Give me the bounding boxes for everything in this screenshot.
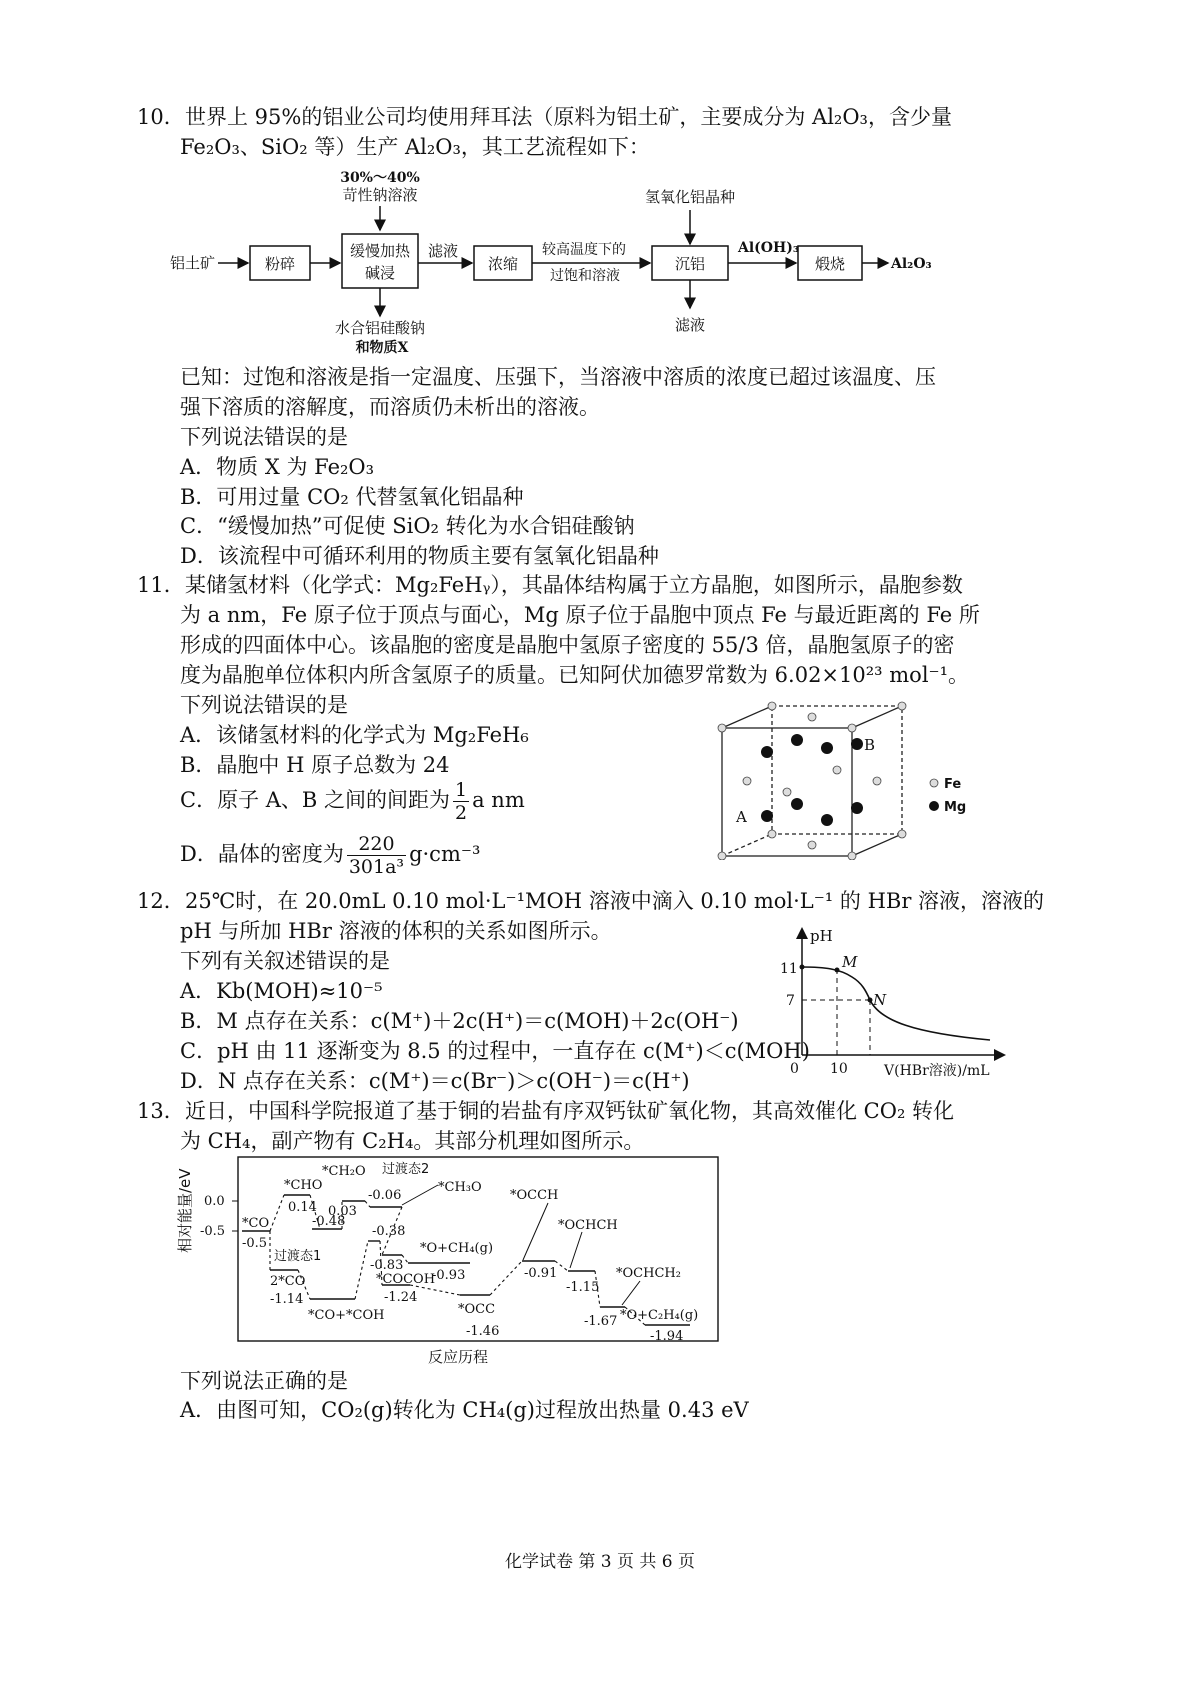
q10-option-a: A．物质 X 为 Fe₂O₃ [180, 455, 375, 479]
reaction-coordinate-label: 反应历程 [428, 1348, 489, 1365]
lbl-038: -0.38 [372, 1224, 406, 1239]
q13-stem-line1: 13．近日，中国科学院报道了基于铜的岩盐有序双钙钛矿氧化物，其高效催化 CO₂ 转化 [137, 1099, 955, 1123]
svg-text:缓慢加热: 缓慢加热 [349, 242, 411, 260]
lbl-048: -0.48 [312, 1214, 346, 1229]
flow-byproduct: 水合铝硅酸钠 [334, 319, 426, 337]
lbl-083: -0.83 [370, 1258, 404, 1273]
q11-option-b: B．晶胞中 H 原子总数为 24 [180, 753, 450, 777]
legend-mg: Mg [944, 800, 967, 815]
lbl-ochch2: *OCHCH₂ [616, 1266, 681, 1281]
lbl-coplus: *CO+*COH [308, 1308, 385, 1323]
lbl-co: *CO [242, 1216, 270, 1231]
legend-fe: Fe [944, 777, 962, 792]
lbl-cho-val: 0.14 [288, 1200, 317, 1215]
lbl-194: -1.94 [650, 1329, 684, 1344]
lbl-124: -1.24 [384, 1290, 418, 1305]
lbl-ch2o: *CH₂O [322, 1164, 366, 1179]
lbl-ch2o-val: 0.03 [328, 1204, 357, 1219]
q10-known-line2: 强下溶质的溶解度，而溶质仍未析出的溶液。 [180, 395, 600, 419]
ph-curve [802, 967, 990, 1040]
q10-flowchart [160, 168, 950, 358]
v-axis-label: V(HBr溶液)/mL [884, 1063, 990, 1079]
q11-option-a: A．该储氢材料的化学式为 Mg₂FeH₆ [180, 723, 529, 747]
flow-input-reagent: 苛性钠溶液 [342, 186, 418, 204]
flow-input-conc: 30%～40% [340, 170, 420, 186]
lbl-co-val: -0.5 [242, 1236, 268, 1251]
q10-option-c: C．“缓慢加热”可促使 SiO₂ 转化为水合铝硅酸钠 [180, 514, 635, 538]
q13-question: 下列说法正确的是 [180, 1369, 348, 1393]
q13-option-a: A．由图可知，CO₂(g)转化为 CH₄(g)过程放出热量 0.43 eV [180, 1398, 749, 1422]
q11-option-c: C．原子 A、B 之间的间距为 $\frac{1}{2}$ a nm [180, 779, 525, 824]
q13-stem-line2: 为 CH₄，副产物有 C₂H₄。其部分机理如图所示。 [180, 1129, 645, 1153]
q12-option-c: C．pH 由 11 逐渐变为 8.5 的过程中，一直存在 c(M⁺)＜c(MOH) [180, 1039, 810, 1063]
flow-filtrate-2: 滤液 [674, 316, 706, 334]
q11-question: 下列说法错误的是 [180, 693, 348, 717]
lbl-ts2: 过渡态2 [382, 1162, 430, 1177]
lbl-2co: 2*CO [270, 1274, 306, 1289]
svg-text:煅烧: 煅烧 [814, 255, 846, 273]
q10-stem-line1: 10．世界上 95%的铝业公司均使用拜耳法（原料为铝土矿，主要成分为 Al₂O₃，含少量 [137, 105, 952, 129]
q11-stem-line3: 形成的四面体中心。该晶胞的密度是晶胞中氢原子密度的 55/3 倍，晶胞氢原子的密 [180, 633, 955, 657]
lbl-114: -1.14 [270, 1292, 304, 1307]
crystal-label-a: A [736, 808, 747, 826]
point-m: M [842, 953, 858, 971]
flow-aloh3: Al(OH)₃ [738, 240, 799, 256]
flow-seed: 氢氧化铝晶种 [644, 188, 736, 206]
lbl-occh: *OCCH [510, 1188, 559, 1203]
lbl-ts1: 过渡态1 [274, 1249, 322, 1264]
lbl-115: -1.15 [566, 1280, 600, 1295]
lbl-cho: *CHO [284, 1178, 323, 1193]
energy-axis-label: 相对能量/eV [176, 1168, 194, 1253]
q11-crystal-cell [712, 700, 972, 860]
lbl-ts2-val: -0.06 [368, 1188, 402, 1203]
lbl-093: -0.93 [432, 1268, 466, 1283]
point-n: N [873, 991, 887, 1009]
q12-option-a: A．Kb(MOH)≈10⁻⁵ [180, 979, 383, 1003]
q10-stem-line2: Fe₂O₃、SiO₂ 等）生产 Al₂O₃，其工艺流程如下： [180, 135, 650, 159]
legend-fe-marker [930, 779, 938, 787]
lbl-ch3o: *CH₃O [438, 1180, 482, 1195]
page-footer: 化学试卷 第 3 页 共 6 页 [504, 1552, 696, 1572]
flow-supersat-2: 过饱和溶液 [550, 268, 620, 284]
ph-tick-11: 11 [780, 961, 798, 977]
lbl-146: -1.46 [466, 1324, 500, 1339]
q10-option-b: B．可用过量 CO₂ 代替氢氧化铝晶种 [180, 485, 524, 509]
flow-supersat-1: 较高温度下的 [542, 242, 626, 258]
q10-question: 下列说法错误的是 [180, 425, 348, 449]
q12-option-d: D．N 点存在关系：c(M⁺)＝c(Br⁻)＞c(OH⁻)＝c(H⁺) [180, 1069, 690, 1093]
svg-text:粉碎: 粉碎 [264, 255, 296, 273]
svg-text:沉铝: 沉铝 [674, 255, 706, 273]
legend-mg-marker [929, 801, 939, 811]
svg-text:碱浸: 碱浸 [364, 264, 396, 282]
crystal-label-b: B [864, 736, 876, 754]
lbl-cocoh: *COCOH [376, 1272, 436, 1287]
q11-stem-line2: 为 a nm，Fe 原子位于顶点与面心，Mg 原子位于晶胞中顶点 Fe 与最近距离的 Fe 所 [180, 603, 980, 627]
svg-text:浓缩: 浓缩 [487, 255, 519, 273]
v-tick-10: 10 [830, 1061, 848, 1077]
flow-start: 铝土矿 [170, 254, 216, 272]
q13-energy-diagram [170, 1155, 730, 1365]
flow-filtrate: 滤液 [428, 242, 459, 260]
tick-minus-0-5: -0.5 [200, 1224, 226, 1239]
q12-stem-line1: 12．25℃时，在 20.0mL 0.10 mol·L⁻¹MOH 溶液中滴入 0.10 mol·L⁻¹ 的 HBr 溶液，溶液的 [137, 889, 1045, 913]
v-tick-0: 0 [790, 1061, 799, 1077]
q12-ph-curve [780, 925, 1030, 1090]
lbl-oc2h4: *O+C₂H₄(g) [620, 1308, 699, 1323]
q12-stem-line2: pH 与所加 HBr 溶液的体积的关系如图所示。 [180, 919, 612, 943]
q11-stem-line4: 度为晶胞单位体积内所含氢原子的质量。已知阿伏加德罗常数为 6.02×10²³ mol⁻¹。 [180, 663, 970, 687]
tick-0: 0.0 [204, 1194, 225, 1209]
q12-option-b: B．M 点存在关系：c(M⁺)＋2c(H⁺)＝c(MOH)＋2c(OH⁻) [180, 1009, 739, 1033]
q11-stem-line1: 11．某储氢材料（化学式：Mg₂FeHᵧ），其晶体结构属于立方晶胞，如图所示，晶胞参数 [137, 573, 963, 597]
q10-option-d: D．该流程中可循环利用的物质主要有氢氧化铝晶种 [180, 544, 659, 568]
flow-product: Al₂O₃ [891, 256, 932, 272]
svg-text:和物质X: 和物质X [355, 340, 409, 356]
q11-option-d: D．晶体的密度为 $\frac{220}{\text{301a³}}$ g·cm⁻³ [180, 833, 481, 878]
ph-tick-7: 7 [786, 993, 795, 1009]
lbl-occ: *OCC [458, 1302, 496, 1317]
q12-question: 下列有关叙述错误的是 [180, 949, 390, 973]
lbl-091: -0.91 [524, 1266, 558, 1281]
lbl-167: -1.67 [584, 1314, 618, 1329]
lbl-ochch: *OCHCH [558, 1218, 618, 1233]
lbl-och4: *O+CH₄(g) [420, 1241, 494, 1256]
q10-known-line1: 已知：过饱和溶液是指一定温度、压强下，当溶液中溶质的浓度已超过该温度、压 [180, 365, 936, 389]
ph-axis-label: pH [810, 927, 833, 945]
